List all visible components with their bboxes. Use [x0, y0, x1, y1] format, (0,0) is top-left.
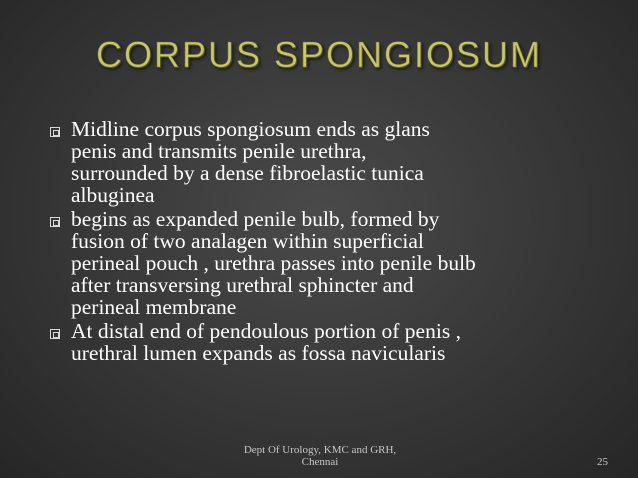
- bullet-text: Midline corpus spongiosum ends as glans penis and transmits penile urethra, surrounded by a dense fibroelastic tunica albuginea: [71, 117, 430, 207]
- bullet-item: [50, 320, 610, 364]
- footer-text: Dept Of Urology, KMC and GRH, Chennai: [243, 444, 397, 468]
- bullet-item: [50, 208, 610, 318]
- bullet-item: [50, 118, 610, 206]
- bullet-list: [50, 118, 610, 366]
- square-bullet-icon: [50, 329, 60, 339]
- bullet-text: At distal end of pendoulous portion of penis , urethral lumen expands as fossa navicularis: [71, 319, 461, 365]
- bullet-text: begins as expanded penile bulb, formed by fusion of two analagen within superficial perineal pouch , urethra passes into penile bulb after transversing urethral sphincter and perineal membrane: [71, 207, 476, 319]
- square-bullet-icon: [50, 217, 60, 227]
- page-number: 25: [597, 456, 608, 468]
- slide-title: CORPUS SPONGIOSUM: [95, 34, 543, 75]
- square-bullet-icon: [50, 127, 60, 137]
- title-container: [0, 34, 638, 76]
